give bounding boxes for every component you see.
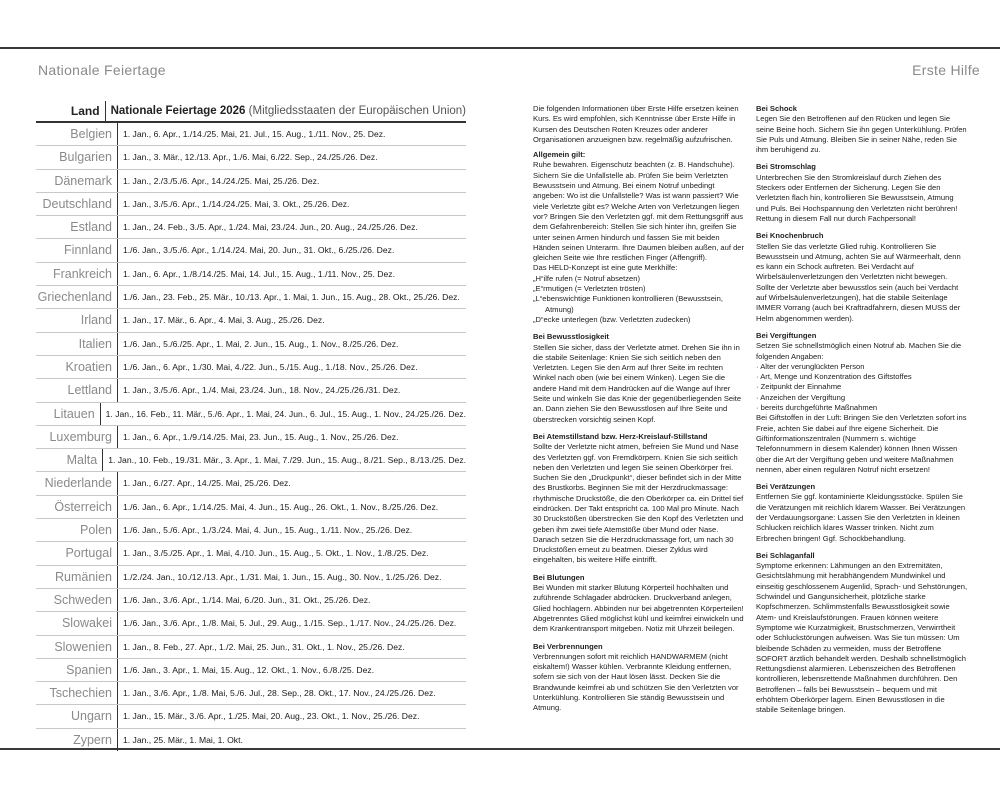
section-body-stromschlag: Unterbrechen Sie den Stromkreislauf durch Ziehen des Steckers oder Entfernen der Sicherung. Legen Sie den Verletzten flach hin, kontrollieren Sie Bewusstsein, Atmung und Puls. Bei Hochspannung den Verletzten nicht berühren! Rettung in diesem Fall nur durch Fachpersonal! <box>756 172 958 223</box>
held-item-l: „L“ebenswichtige Funktionen kontrollieren (Bewusstsein, <box>533 294 723 304</box>
table-row <box>36 519 466 542</box>
section-title-knochenbruch: Bei Knochenbruch <box>756 231 824 241</box>
held-item-l-cont: Atmung) <box>545 304 574 314</box>
list-item: · Alter der verunglückten Person <box>756 361 865 371</box>
table-row <box>36 146 466 169</box>
section-body-verbrennungen: Verbrennungen sofort mit reichlich HANDWARMEM (nicht eiskaltem!) Wasser kühlen. Verbrannte Kleidung entfernen, sofern sie sich von der Haut lösen lässt. Decken Sie die Brandwunde keimfrei ab und schützen Sie den Verletzten vor Unterkühlung. Kontrollieren Sie ständig Bewusstsein und Atmung. <box>533 651 739 713</box>
section-body-allgemein: Ruhe bewahren. Eigenschutz beachten (z. B. Handschuhe). Sichern Sie die Unfallstelle ab. Prüfen Sie beim Verletzten Bewusstsein und Atmung. Bei einem Notruf unbedingt angeben: Wo ist die Unfallstelle? Was ist wann passiert? Wie viele Verletzte gibt es? Welche Arten von Verletzungen liegen vor? Bringen Sie den Verletzten ggf. mit dem Rettungsgriff aus dem Gefahrenbereich: Stellen Sie sich hinter ihn, greifen Sie unter seinen Armen hindurch und fassen Sie mit beiden Händen seinen Unterarm. Ihre Daumen bleiben außen, auf der gleichen Seite wie Ihre restlichen Finger (Affengriff). <box>533 160 745 263</box>
country-cell: Spanien <box>36 659 118 681</box>
table-row <box>36 379 466 402</box>
table-row <box>36 403 466 426</box>
holiday-dates-cell: 1. Jan., 2./3./5./6. Apr., 14./24./25. Mai, 25./26. Dez. <box>123 175 320 186</box>
country-cell: Schweden <box>36 589 118 611</box>
holiday-dates-cell: 1. Jan., 25. Mär., 1. Mai, 1. Okt. <box>123 734 243 745</box>
section-title-atemstillstand: Bei Atemstillstand bzw. Herz-Kreislauf-Stillstand <box>533 431 708 441</box>
table-row <box>36 309 466 332</box>
table-row <box>36 542 466 565</box>
section-body-schock: Legen Sie den Betroffenen auf den Rücken und legen Sie seine Beine hoch. Sichern Sie ihn gegen Unterkühlung. Prüfen Sie Puls und Atmung. Bleiben Sie in seiner Nähe, reden Sie ihm beruhigend zu. <box>756 114 967 155</box>
holiday-dates-cell: 1./6. Jan., 5./6./25. Apr., 1. Mai, 2. Jun., 15. Aug., 1. Nov., 8./25./26. Dez. <box>123 338 399 349</box>
table-row <box>36 659 466 682</box>
section-title-schock: Bei Schock <box>756 104 797 113</box>
holiday-dates-cell: 1. Jan., 6./27. Apr., 14./25. Mai, 25./26. Dez. <box>123 478 291 489</box>
first-aid-column-left <box>533 104 745 721</box>
holiday-dates-cell: 1. Jan., 3. Mär., 12./13. Apr., 1./6. Mai, 6./22. Sep., 24./25./26. Dez. <box>123 152 378 163</box>
holiday-dates-cell: 1. Jan., 24. Feb., 3./5. Apr., 1./24. Mai, 23./24. Jun., 20. Aug., 24./25./26. Dez. <box>123 222 418 233</box>
country-cell: Irland <box>36 309 118 331</box>
list-item: · bereits durchgeführte Maßnahmen <box>756 403 878 413</box>
table-row <box>36 729 466 751</box>
country-cell: Belgien <box>36 123 118 145</box>
first-aid-column-right <box>756 104 968 723</box>
section-body-bewusstlosigkeit: Stellen Sie sicher, dass der Verletzte atmet. Drehen Sie ihn in die stabile Seitenlage: Knien Sie sich seitlich neben den Verletzten. Legen Sie den Arm auf Ihrer Seite im rechten Winkel nach oben (wie bei einem Winken). Legen Sie die andere Hand mit dem Handrücken auf die Wange auf Ihrer Seite und winkeln Sie das Knie der gegenüberliegenden Seite an. Dann ziehen Sie den Bewusstlosen auf Ihre Seite und überstrecken vorsichtig seinen Kopf. <box>533 342 742 424</box>
holiday-dates-cell: 1. Jan., 6. Apr., 1./14./25. Mai, 21. Jul., 15. Aug., 1./11. Nov., 25. Dez. <box>123 129 386 139</box>
country-cell: Ungarn <box>36 705 118 727</box>
country-cell: Deutschland <box>36 193 118 215</box>
list-item: · Anzeichen der Vergiftung <box>756 392 846 402</box>
country-cell: Griechenland <box>36 286 118 308</box>
column-header-land: Land <box>36 101 106 121</box>
holiday-dates-cell: 1. Jan., 6. Apr., 1./9./14./25. Mai, 23. Jun., 15. Aug., 1. Nov., 25./26. Dez. <box>123 431 399 442</box>
section-body-knochenbruch: Stellen Sie das verletzte Glied ruhig. Kontrollieren Sie Bewusstsein und Atmung, achten Sie auf Wärmeerhalt, denn es kann ein Schock auftreten. Bei Verdacht auf Wirbelsäulenverletzungen den Verletzten nicht bewegen. Sollte der Verletzte aber bewusstlos sein (auch bei Verdacht auf Wirbelsäulenverletzungen), hat die stabile Seitenlage IMMER Vorrang (auch bei Kraftradfahrern, diesen MUSS der Helm abgenommen werden). <box>756 241 961 323</box>
country-cell: Zypern <box>36 729 118 751</box>
holiday-dates-cell: 1. Jan., 6. Apr., 1./8./14./25. Mai, 14. Jul., 15. Aug., 1./11. Nov., 25. Dez. <box>123 268 395 279</box>
section-body-vergiftungen: Bei Giftstoffen in der Luft: Bringen Sie den Verletzten sofort ins Freie, achten Sie dabei auf Ihre eigene Sicherheit. Die Giftinformationszentralen (Nummern s. wichtige Telefonnummern in diesem Kalender) können Ihnen Wissen über die Art der Vergiftung geben und weitere Maßnahmen nennen, aber einen regulären Notruf nicht ersetzen! <box>756 413 967 474</box>
table-row <box>36 170 466 193</box>
holiday-dates-cell: 1. Jan., 8. Feb., 27. Apr., 1./2. Mai, 25. Jun., 31. Okt., 1. Nov., 25./26. Dez. <box>123 641 405 652</box>
table-row <box>36 123 466 146</box>
section-title-verbrennungen: Bei Verbrennungen <box>533 641 603 651</box>
holiday-dates-cell: 1. Jan., 15. Mär., 3./6. Apr., 1./25. Mai, 20. Aug., 23. Okt., 1. Nov., 25./26. Dez. <box>123 711 420 722</box>
country-cell: Litauen <box>36 403 101 425</box>
section-body-atemstillstand: Sollte der Verletzte nicht atmen, befreien Sie Mund und Nase des Verletzten ggf. von Fremdkörpern. Knien Sie sich seitlich neben den Verletzten und legen Sie seinen Oberkörper frei. Suchen Sie den „Druckpunkt“, dieser befindet sich in der Mitte des Brustkorbs. Beginnen Sie mit der Herzdruckmassage: rhythmische Druckstöße, die den Oberkörper ca. ein Drittel tief eindrücken. Der Takt entspricht ca. 100 Mal pro Minute. Nach 30 Druckstößen überstrecken Sie den Kopf des Verletzten und geben ihm zwei tiefe Atemstöße über Mund oder Nase. Danach setzen Sie die Herzdruckmassage fort, um nach 30 Druckstößen erneut zu beatmen. Dieser Zyklus wird eingehalten, bis weitere Hilfe eintrifft. <box>533 442 744 565</box>
holiday-dates-cell: 1. Jan., 10. Feb., 19./31. Mär., 3. Apr., 1. Mai, 7./29. Jun., 15. Aug., 8./21. Sep., 8./13./25. Dez. <box>108 455 466 466</box>
section-title-blutungen: Bei Blutungen <box>533 572 585 582</box>
holiday-dates-cell: 1./6. Jan., 6. Apr., 1./14./25. Mai, 4. Jun., 15. Aug., 26. Okt., 1. Nov., 8./25./26. Dez. <box>123 501 439 512</box>
holiday-dates-cell: 1./6. Jan., 3./5./6. Apr., 1./14./24. Mai, 20. Jun., 31. Okt., 6./25./26. Dez. <box>123 245 395 256</box>
holiday-dates-cell: 1./6. Jan., 3./6. Apr., 1./14. Mai, 6./20. Jun., 31. Okt., 25./26. Dez. <box>123 594 371 605</box>
holiday-dates-cell: 1. Jan., 16. Feb., 11. Mär., 5./6. Apr., 1. Mai, 24. Jun., 6. Jul., 15. Aug., 1. Nov., 24./25./26. Dez. <box>105 408 466 419</box>
holiday-dates-cell: 1./6. Jan., 3./6. Apr., 1./8. Mai, 5. Jul., 29. Aug., 1./15. Sep., 1./17. Nov., 24./25./26. Dez. <box>123 618 457 629</box>
country-cell: Bulgarien <box>36 146 118 168</box>
list-item: · Zeitpunkt der Einnahme <box>756 382 842 392</box>
table-row <box>36 239 466 262</box>
section-intro-vergiftungen: Setzen Sie schnellstmöglich einen Notruf ab. Machen Sie die folgenden Angaben: <box>756 341 962 361</box>
country-cell: Portugal <box>36 542 118 564</box>
table-row <box>36 356 466 379</box>
table-row <box>36 193 466 216</box>
table-body <box>36 123 466 751</box>
held-item-d: „D“ecke unterlegen (bzw. Verletzten zudecken) <box>533 314 691 324</box>
holiday-dates-cell: 1. Jan., 17. Mär., 6. Apr., 4. Mai, 3. Aug., 25./26. Dez. <box>123 315 325 326</box>
holiday-dates-cell: 1./6. Jan., 6. Apr., 1./30. Mai, 4./22. Jun., 5./15. Aug., 1./18. Nov., 25./26. Dez. <box>123 361 418 372</box>
held-item-h: „H“ilfe rufen (= Notruf absetzen) <box>533 273 640 283</box>
country-cell: Slowakei <box>36 612 118 634</box>
table-row <box>36 449 466 472</box>
top-border <box>0 47 1000 49</box>
page-title-left: Nationale Feiertage <box>38 62 166 78</box>
country-cell: Niederlande <box>36 472 118 494</box>
country-cell: Slowenien <box>36 636 118 658</box>
section-body-schlaganfall: Symptome erkennen: Lähmungen an den Extremitäten, Gesichtslähmung mit herabhängendem Mundwinkel und einseitig geschlossenem Augenlid, Sprach- und Sehstörungen, Schwindel und Gangunsicherheit, plötzliche starke Kopfschmerzen. Schlimmstenfalls Bewusstlosigkeit sowie Atem- und Kreislaufstörungen. Frauen können weitere Symptome wie Kurzatmigkeit, Brustschmerzen, Verwirrtheit oder Schluckstörungen aufweisen. Was Sie tun müssen: Um bleibende Schäden zu vermeiden, muss der Betroffene SOFORT ärztlich behandelt werden. Deshalb schnellstmöglich Rettungsdienst alarmieren. Lebenszeichen des Betroffenen kontrollieren, lebensrettende Maßnahmen durchführen. Den Betroffenen – falls bei Bewusstsein – bequem und mit erhöhtem Oberkörper lagern. Einen Bewusstlosen in die stabile Seitenlage bringen. <box>756 561 968 715</box>
section-body-veraetzungen: Entfernen Sie ggf. kontaminierte Kleidungsstücke. Spülen Sie die Verätzungen mit reichlich klarem Wasser. Bei Verätzungen der Verdauungsorgane: Lassen Sie den Verletzten in kleinen Schlucken reichlich klares Wasser trinken. Nicht zum Erbrechen bringen! Ggf. Schockbehandlung. <box>756 492 966 543</box>
table-row <box>36 333 466 356</box>
held-intro: Das HELD-Konzept ist eine gute Merkhilfe: <box>533 263 678 273</box>
country-cell: Dänemark <box>36 170 118 192</box>
country-cell: Tschechien <box>36 682 118 704</box>
country-cell: Kroatien <box>36 356 118 378</box>
table-header <box>36 101 466 123</box>
list-item: · Art, Menge und Konzentration des Giftstoffes <box>756 372 912 382</box>
column-header-subtitle: (Mitgliedsstaaten der Europäischen Union) <box>248 105 466 117</box>
section-title-bewusstlosigkeit: Bei Bewusstlosigkeit <box>533 332 609 342</box>
holiday-dates-cell: 1. Jan., 3./5./6. Apr., 1./4. Mai, 23./24. Jun., 18. Nov., 24./25./26./31. Dez. <box>123 385 401 396</box>
holiday-dates-cell: 1./6. Jan., 5./6. Apr., 1./3./24. Mai, 4. Jun., 15. Aug., 1./11. Nov., 25./26. Dez. <box>123 525 413 536</box>
country-cell: Estland <box>36 216 118 238</box>
holiday-dates-cell: 1. Jan., 3./5./6. Apr., 1./14./24./25. Mai, 3. Okt., 25./26. Dez. <box>123 198 350 209</box>
table-row <box>36 426 466 449</box>
country-cell: Österreich <box>36 496 118 518</box>
column-header-holidays <box>106 101 466 121</box>
table-row <box>36 263 466 286</box>
table-row <box>36 566 466 589</box>
intro-text: Die folgenden Informationen über Erste Hilfe ersetzen keinen Kurs. Es wird empfohlen, sich Kenntnisse über Erste Hilfe in Kursen des Deutschen Roten Kreuzes oder anderer Organisationen anzueignen bzw. regelmäßig aufzufrischen. <box>533 104 739 144</box>
table-row <box>36 216 466 239</box>
holiday-dates-cell: 1./2./24. Jan., 10./12./13. Apr., 1./31. Mai, 1. Jun., 15. Aug., 30. Nov., 1./25./26. Dez. <box>123 571 442 582</box>
country-cell: Finnland <box>36 239 118 261</box>
table-row <box>36 636 466 659</box>
table-row <box>36 705 466 728</box>
country-cell: Malta <box>36 449 103 471</box>
holiday-dates-cell: 1. Jan., 3./5./25. Apr., 1. Mai, 4./10. Jun., 15. Aug., 5. Okt., 1. Nov., 1./8./25. Dez. <box>123 548 429 559</box>
country-cell: Luxemburg <box>36 426 118 448</box>
holiday-dates-cell: 1./6. Jan., 3. Apr., 1. Mai, 15. Aug., 12. Okt., 1. Nov., 6./8./25. Dez. <box>123 664 375 675</box>
country-cell: Italien <box>36 333 118 355</box>
held-item-e: „E“rmutigen (= Verletzten trösten) <box>533 284 646 294</box>
holiday-table <box>36 101 466 751</box>
table-row <box>36 472 466 495</box>
section-title-stromschlag: Bei Stromschlag <box>756 162 816 172</box>
table-row <box>36 682 466 705</box>
country-cell: Lettland <box>36 379 118 401</box>
country-cell: Polen <box>36 519 118 541</box>
table-row <box>36 286 466 309</box>
table-row <box>36 612 466 635</box>
table-row <box>36 496 466 519</box>
section-body-blutungen: Bei Wunden mit starker Blutung Körperteil hochhalten und zuführende Schlagader abdrücken. Druckverband anlegen, Glied hochlagern. Abbinden nur bei abgetrennten Körperteilen! Abgetrenntes Glied möglichst kühl und keimfrei einwickeln und dem Krankentransport mitgeben. Notiz mit Uhrzeit beilegen. <box>533 583 744 634</box>
holiday-dates-cell: 1./6. Jan., 23. Feb., 25. Mär., 10./13. Apr., 1. Mai, 1. Jun., 15. Aug., 28. Okt., 25./26. Dez. <box>123 292 460 303</box>
country-cell: Rumänien <box>36 566 118 588</box>
column-header-title: Nationale Feiertage 2026 <box>110 105 246 117</box>
section-title-schlaganfall: Bei Schlaganfall <box>756 550 815 560</box>
page-title-right: Erste Hilfe <box>912 62 980 78</box>
section-title-allgemein: Allgemein gilt: <box>533 150 586 160</box>
table-row <box>36 589 466 612</box>
section-title-veraetzungen: Bei Verätzungen <box>756 482 816 492</box>
holiday-dates-cell: 1. Jan., 3./6. Apr., 1./8. Mai, 5./6. Jul., 28. Sep., 28. Okt., 17. Nov., 24./25./26. Dez. <box>123 688 436 699</box>
section-title-vergiftungen: Bei Vergiftungen <box>756 330 817 340</box>
country-cell: Frankreich <box>36 263 118 285</box>
